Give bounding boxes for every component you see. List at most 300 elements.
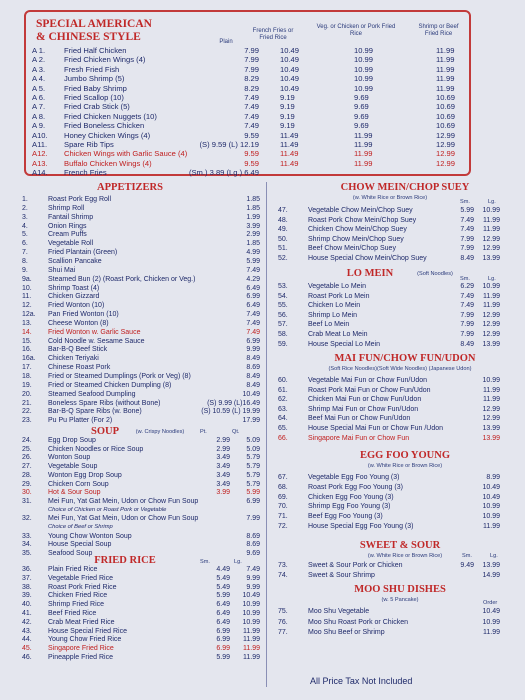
price-small: 6.49 <box>216 618 230 626</box>
item-number: 6. <box>22 240 28 248</box>
menu-item-row <box>22 248 260 257</box>
item-name: Shrimp Fried Rice <box>48 601 105 609</box>
item-number: 68. <box>278 483 288 491</box>
menu-item-row <box>22 399 260 408</box>
item-number: 33. <box>22 532 32 540</box>
price-small: 8.49 <box>460 254 474 262</box>
menu-item-row <box>22 292 260 301</box>
menu-item-row <box>22 532 260 541</box>
item-name: Vegetable Egg Foo Young (3) <box>308 474 400 481</box>
col-plain: Plain <box>219 39 233 45</box>
item-name: Shui Mai <box>48 266 76 274</box>
item-price: 10.99 <box>482 513 500 521</box>
special-title <box>36 18 206 44</box>
item-number: 25. <box>22 445 32 453</box>
price-small: 7.99 <box>460 245 474 252</box>
menu-item-row <box>22 471 260 480</box>
item-name: Chinese Roast Pork <box>48 364 111 372</box>
item-number: 32. <box>22 515 32 523</box>
moo-shu-col: Order <box>483 600 498 606</box>
item-number: 70. <box>278 503 288 511</box>
item-price: 8.49 <box>246 381 260 389</box>
price-small: 2.99 <box>216 437 230 444</box>
item-price: 10.99 <box>482 377 500 384</box>
price-small: 6.49 <box>216 610 230 617</box>
item-name: Fantail Shrimp <box>48 213 94 221</box>
item-number: 23. <box>22 417 32 425</box>
menu-item-row <box>278 493 500 502</box>
item-name: Chicken Lo Mein <box>308 302 361 310</box>
price-large: 8.69 <box>246 541 260 549</box>
menu-item-row <box>22 222 260 231</box>
item-number: 48. <box>278 216 288 224</box>
chow-mein-sub: (w. White Rice or Brown Rice) <box>352 195 428 201</box>
chow-mein-col-sm: Sm. <box>460 199 470 205</box>
price-plain: (S) 9.59 (L) 12.19 <box>199 140 259 149</box>
item-name: Mei Fun, Yat Gat Mein, Udon or Chow Fun Soup <box>48 497 199 505</box>
price-large: 10.99 <box>242 610 260 617</box>
item-number: 18. <box>22 373 32 380</box>
item-number: 66. <box>278 434 288 442</box>
menu-item-row <box>22 319 260 328</box>
item-number: A10. <box>32 130 48 140</box>
price-large: 9.99 <box>246 574 260 582</box>
item-price: 13.99 <box>482 425 500 432</box>
item-name: Mei Fun, Yat Gat Mein, Udon or Chow Fun Soup <box>48 515 199 523</box>
item-name: French Fries <box>64 168 107 178</box>
soup-col-qt: Qt. <box>232 429 240 435</box>
item-name: Vegetable Soup <box>48 463 98 471</box>
column-divider <box>266 182 267 687</box>
menu-item-row <box>22 480 260 489</box>
menu-item-row <box>22 337 260 346</box>
price-plain: 7.99 <box>244 46 259 55</box>
price-large: 10.99 <box>242 601 260 609</box>
menu-item-row <box>22 230 260 239</box>
mai-fun-title: MAI FUN/CHOW FUN/UDON <box>334 353 476 364</box>
item-number: 5. <box>22 231 28 239</box>
item-number: 12. <box>22 302 32 310</box>
moo-shu-sub: (w. 5 Pancake) <box>381 597 419 603</box>
item-name: Fried Chicken Wings (4) <box>64 55 146 65</box>
item-price: 10.99 <box>482 618 500 626</box>
item-number: 44. <box>22 636 32 644</box>
item-number: 34. <box>22 541 32 549</box>
price-large: 5.79 <box>246 471 260 479</box>
menu-item-row <box>278 311 500 320</box>
item-price: (S) 10.59 (L) 19.99 <box>201 408 260 416</box>
item-price: 9.99 <box>246 346 260 354</box>
item-name: House Special Mai Fun or Chow Fun /Udon <box>308 425 444 432</box>
price-shrimp: 11.99 <box>436 46 455 55</box>
item-number: 11. <box>22 293 32 301</box>
item-name: Wonton Egg Drop Soup <box>48 471 122 479</box>
item-name: Crab Meat Fried Rice <box>48 618 115 626</box>
item-price: 1.85 <box>246 240 260 248</box>
item-name: Fried or Steamed Dumplings (Pork or Veg) (8) <box>48 373 191 380</box>
price-small: 7.49 <box>460 292 474 300</box>
item-price: (S) 9.99 (L)16.49 <box>207 399 260 407</box>
item-number: 35. <box>22 550 32 558</box>
item-name: Beef Fried Rice <box>48 610 97 617</box>
item-number: 30. <box>22 489 32 497</box>
item-name: Buffalo Chicken Wings (4) <box>64 158 152 168</box>
item-number: 24. <box>22 437 32 444</box>
price-large: 12.99 <box>482 331 500 338</box>
item-number: 3. <box>22 213 28 221</box>
item-name: House Special Chow Mein/Chop Suey <box>308 254 427 262</box>
item-name: Fried or Steamed Chicken Dumpling (8) <box>48 381 172 389</box>
item-price: 4.29 <box>246 275 260 283</box>
price-plain: 7.49 <box>244 111 259 121</box>
item-note <box>22 523 260 532</box>
price-small: 7.99 <box>460 235 474 243</box>
price-large: 12.99 <box>482 245 500 252</box>
item-number: 60. <box>278 377 288 384</box>
price-ff: 10.49 <box>280 83 300 93</box>
item-name: House Special Soup <box>48 541 112 549</box>
item-number: 71. <box>278 513 288 521</box>
sweet-sour-col-sm: Sm. <box>462 553 472 559</box>
menu-item-row <box>278 424 500 433</box>
price-plain: 7.49 <box>244 102 259 112</box>
menu-item-row <box>22 381 260 390</box>
item-name: Shrimp Toast (4) <box>48 284 100 292</box>
price-small: 6.99 <box>216 636 230 644</box>
menu-item-row <box>278 483 500 492</box>
price-shrimp: 12.99 <box>436 130 456 140</box>
price-large: 5.99 <box>246 489 260 497</box>
item-name: Honey Chicken Wings (4) <box>64 130 151 140</box>
price-plain: 8.29 <box>244 74 259 84</box>
price-veg: 10.99 <box>354 46 374 55</box>
menu-item-row <box>22 195 260 204</box>
price-small: 5.99 <box>216 592 230 600</box>
price-large: 12.99 <box>482 235 500 243</box>
item-name: Fried Chicken Nuggets (10) <box>64 111 157 121</box>
price-large: 11.99 <box>483 226 500 233</box>
menu-item-row <box>278 512 500 521</box>
item-price: 11.99 <box>483 396 500 404</box>
item-name: Moo Shu Roast Pork or Chicken <box>308 618 408 626</box>
item-number: 63. <box>278 405 288 413</box>
price-small: 6.49 <box>216 601 230 609</box>
lo-mein-col-lg: Lg. <box>488 276 496 282</box>
item-name: House Special Fried Rice <box>48 627 127 635</box>
item-name: Bar-B-Q Spare Ribs (w. Bone) <box>48 408 142 416</box>
menu-item-row <box>22 549 260 558</box>
item-number: 57. <box>278 321 288 329</box>
egg-foo-title: EGG FOO YOUNG <box>359 450 451 461</box>
menu-item-row <box>278 502 500 511</box>
price-veg: 11.99 <box>354 149 373 159</box>
price-ff: 11.49 <box>280 158 299 168</box>
item-price: 7.49 <box>246 319 260 327</box>
price-veg: 11.99 <box>354 130 373 140</box>
item-note <box>22 506 260 515</box>
price-small: 3.49 <box>216 454 230 462</box>
item-price: 10.49 <box>242 390 260 398</box>
price-plain: 7.49 <box>244 121 259 131</box>
item-name: Seafood Soup <box>48 550 93 558</box>
menu-item-row <box>278 292 500 301</box>
menu-item-row <box>278 254 500 263</box>
item-price: 8.49 <box>246 373 260 380</box>
price-large: 5.09 <box>246 445 260 453</box>
price-veg: 10.99 <box>354 83 374 93</box>
menu-item-row <box>22 301 260 310</box>
menu-item-row <box>22 574 260 583</box>
price-small: 8.49 <box>460 340 474 348</box>
menu-item-row <box>22 514 260 523</box>
menu-item-row <box>22 310 260 319</box>
menu-item-row <box>278 376 500 385</box>
item-number: 51. <box>278 245 288 252</box>
price-small: 7.99 <box>460 321 474 329</box>
item-name: Scallion Pancake <box>48 257 102 265</box>
price-ff: 11.49 <box>280 149 299 159</box>
item-name: Fried Plantain (Green) <box>48 249 118 257</box>
item-number: 7. <box>22 249 28 257</box>
price-plain: 8.29 <box>244 83 259 93</box>
item-name: Pineapple Fried Rice <box>48 654 113 661</box>
item-name: Jumbo Shrimp (5) <box>64 74 125 84</box>
price-shrimp: 12.99 <box>436 140 456 149</box>
price-veg: 9.69 <box>354 111 369 121</box>
menu-item-row <box>22 591 260 600</box>
item-price: 10.49 <box>482 483 500 491</box>
price-small: 3.49 <box>216 471 230 479</box>
item-number: 9a. <box>22 275 32 283</box>
item-name: Young Chow Fried Rice <box>48 636 122 644</box>
menu-item-row <box>22 390 260 399</box>
appetizers-title: APPETIZERS <box>97 182 163 193</box>
item-number: 21. <box>22 399 32 407</box>
menu-item-row <box>22 407 260 416</box>
fried-rice-title: FRIED RICE <box>94 555 156 566</box>
item-number: A 8. <box>32 111 46 121</box>
item-number: 41. <box>22 610 32 617</box>
item-name: Roast Pork Mai Fun or Chow Fun/Udon <box>308 386 431 394</box>
price-large: 11.99 <box>243 645 260 653</box>
item-name: Shrimp Egg Foo Young (3) <box>308 503 391 511</box>
item-name: Singapore Mai Fun or Chow Fun <box>308 434 410 442</box>
item-number: A 5. <box>32 83 46 93</box>
item-name: Boneless Spare Ribs (without Bone) <box>48 399 161 407</box>
item-number: 27. <box>22 463 32 471</box>
item-name: Fried Boneless Chicken <box>64 121 145 131</box>
price-plain: 9.59 <box>244 130 259 140</box>
item-price: 8.69 <box>246 364 260 372</box>
item-number: 22. <box>22 408 32 416</box>
item-number: 10. <box>22 284 32 292</box>
price-shrimp: 12.99 <box>436 158 456 168</box>
item-number: A 1. <box>32 46 46 55</box>
menu-item-row <box>278 473 500 482</box>
menu-item-row <box>22 635 260 644</box>
price-ff: 11.49 <box>280 130 299 140</box>
item-number: 14. <box>22 328 32 336</box>
item-name: Chicken Chow Mein/Chop Suey <box>308 226 407 233</box>
item-name: Pan Fried Wonton (10) <box>48 311 119 319</box>
item-name: Beef Egg Foo Young (3) <box>308 513 383 521</box>
item-name: Hot & Sour Soup <box>48 489 101 497</box>
price-small: 6.99 <box>216 627 230 635</box>
menu-item-row <box>278 405 500 414</box>
item-number: 4. <box>22 222 28 230</box>
price-large: 11.99 <box>483 292 500 300</box>
menu-item-row <box>22 565 260 574</box>
item-name: Wonton Soup <box>48 454 91 462</box>
item-number: 19. <box>22 381 32 389</box>
item-name: Chicken Gizzard <box>48 293 100 301</box>
price-large: 5.79 <box>246 454 260 462</box>
price-shrimp: 11.99 <box>436 74 455 84</box>
item-price: 12.99 <box>482 415 500 423</box>
price-small: 2.99 <box>216 445 230 453</box>
menu-item-row <box>22 204 260 213</box>
item-number: 62. <box>278 396 288 404</box>
price-veg: 11.99 <box>354 158 373 168</box>
price-large: 13.99 <box>482 340 500 348</box>
item-number: 12a. <box>22 311 36 319</box>
item-number: 2. <box>22 204 28 212</box>
menu-item-row <box>278 244 500 253</box>
price-small: 3.99 <box>216 489 230 497</box>
item-name: Moo Shu Beef or Shrimp <box>308 629 385 636</box>
item-price: 7.49 <box>246 266 260 274</box>
item-number: A12. <box>32 149 48 159</box>
item-price: 7.49 <box>246 311 260 319</box>
item-price: 13.99 <box>482 434 500 442</box>
item-number: 38. <box>22 583 32 591</box>
item-number: 39. <box>22 592 32 600</box>
sweet-sour-col-lg: Lg. <box>490 553 498 559</box>
item-number: 58. <box>278 331 288 338</box>
price-large: 5.79 <box>246 463 260 471</box>
soup-title: SOUP <box>90 426 119 437</box>
item-price: 11.99 <box>483 629 500 636</box>
item-name: Spare Rib Tips <box>64 140 114 149</box>
menu-item-row <box>278 414 500 423</box>
item-number: 67. <box>278 474 288 481</box>
menu-item-row <box>22 363 260 372</box>
item-name: Plain Fried Rice <box>48 566 98 573</box>
item-number: 13. <box>22 319 32 327</box>
item-name: Chicken Mai Fun or Chow Fun/Udon <box>308 396 422 404</box>
price-large: 5.79 <box>246 480 260 488</box>
price-veg: 9.69 <box>354 93 369 102</box>
item-price: 10.99 <box>482 503 500 511</box>
item-number: 72. <box>278 523 288 530</box>
egg-foo-sub: (w. White Rice or Brown Rice) <box>367 463 443 469</box>
item-price: 8.99 <box>486 474 500 481</box>
item-number: A 3. <box>32 64 46 74</box>
price-shrimp: 10.69 <box>436 102 456 112</box>
item-number: 74. <box>278 572 288 579</box>
menu-item-row <box>278 395 500 404</box>
item-name: Chicken Wings with Garlic Sauce (4) <box>64 149 188 159</box>
item-number: 50. <box>278 235 288 243</box>
menu-item-row <box>22 416 260 425</box>
item-name: Choice of Beef or Shrimp <box>48 524 113 530</box>
menu-item-row <box>22 445 260 454</box>
item-name: Fried Baby Shrimp <box>64 83 127 93</box>
tax-note: All Price Tax Not Included <box>310 676 413 686</box>
price-small: 6.99 <box>216 645 230 653</box>
item-price: 12.99 <box>482 405 500 413</box>
item-name: Roast Pork Egg Foo Young (3) <box>308 483 403 491</box>
price-shrimp: 11.99 <box>436 64 455 74</box>
price-large: 6.99 <box>246 497 260 505</box>
price-ff: 9.19 <box>280 102 295 112</box>
item-name: Shrimp Mai Fun or Chow Fun/Udon <box>308 405 419 413</box>
item-number: 45. <box>22 645 32 653</box>
price-plain: 7.99 <box>244 64 259 74</box>
item-number: 9. <box>22 266 28 274</box>
item-name: Vegetable Fried Rice <box>48 574 113 582</box>
item-name: Sweet & Sour Shrimp <box>308 572 375 579</box>
item-number: 77. <box>278 629 288 636</box>
item-name: Crab Meat Lo Mein <box>308 331 368 338</box>
price-ff: 10.49 <box>280 46 300 55</box>
moo-shu-title: MOO SHU DISHES <box>354 584 446 595</box>
price-small: 3.49 <box>216 480 230 488</box>
menu-item-row <box>22 266 260 275</box>
item-name: Roast Pork Egg Roll <box>48 196 112 203</box>
menu-item-row <box>278 522 500 531</box>
price-large: 11.99 <box>243 636 260 644</box>
item-number: 54. <box>278 292 288 300</box>
item-number: A14. <box>32 168 48 178</box>
item-name: Steamed Bun (2) (Roast Pork, Chicken or Veg.) <box>48 275 196 283</box>
price-large: 13.99 <box>482 562 500 569</box>
fried-rice-col-sm: Sm. <box>200 559 210 565</box>
item-number: 46. <box>22 654 32 661</box>
price-small: 6.29 <box>460 283 474 290</box>
item-name: Vegetable Chow Mein/Chop Suey <box>308 207 413 214</box>
price-small: 7.99 <box>460 311 474 319</box>
item-name: House Special Lo Mein <box>308 340 380 348</box>
item-name: Bar-B-Q Beef Stick <box>48 346 108 354</box>
item-number: 59. <box>278 340 288 348</box>
item-name: Choice of Chicken or Roast Pork or Vegetable <box>48 506 167 513</box>
menu-item-row <box>278 235 500 244</box>
item-name: Shrimp Chow Mein/Chop Suey <box>308 235 404 243</box>
price-large: 7.99 <box>246 515 260 523</box>
price-small: 7.49 <box>460 302 474 310</box>
price-large: 10.99 <box>242 618 260 626</box>
sweet-sour-sub: (w. White Rice or Brown Rice) <box>367 553 443 559</box>
menu-item-row <box>278 301 500 310</box>
mai-fun-sub: (Soft Rice Noodles)(Soft Wide Noodles) (Japanese Udon) <box>328 366 472 372</box>
item-name: Beef Lo Mein <box>308 321 350 329</box>
menu-item-row <box>22 644 260 653</box>
col-veg: Veg. or Chicken or Pork Fried Rice <box>316 24 396 37</box>
item-name: Sweet & Sour Pork or Chicken <box>308 562 403 569</box>
item-price: 10.49 <box>482 608 500 615</box>
sweet-sour-title: SWEET & SOUR <box>359 540 441 551</box>
item-price: 6.49 <box>246 284 260 292</box>
item-name: Fresh Fried Fish <box>64 64 120 74</box>
price-ff: 9.19 <box>280 121 295 131</box>
item-name: Vegetable Lo Mein <box>308 283 366 290</box>
item-name: Cream Puffs <box>48 231 87 239</box>
lo-mein-title: LO MEIN <box>346 268 394 279</box>
menu-item-row <box>278 225 500 234</box>
item-number: 52. <box>278 254 288 262</box>
item-number: 76. <box>278 618 288 626</box>
